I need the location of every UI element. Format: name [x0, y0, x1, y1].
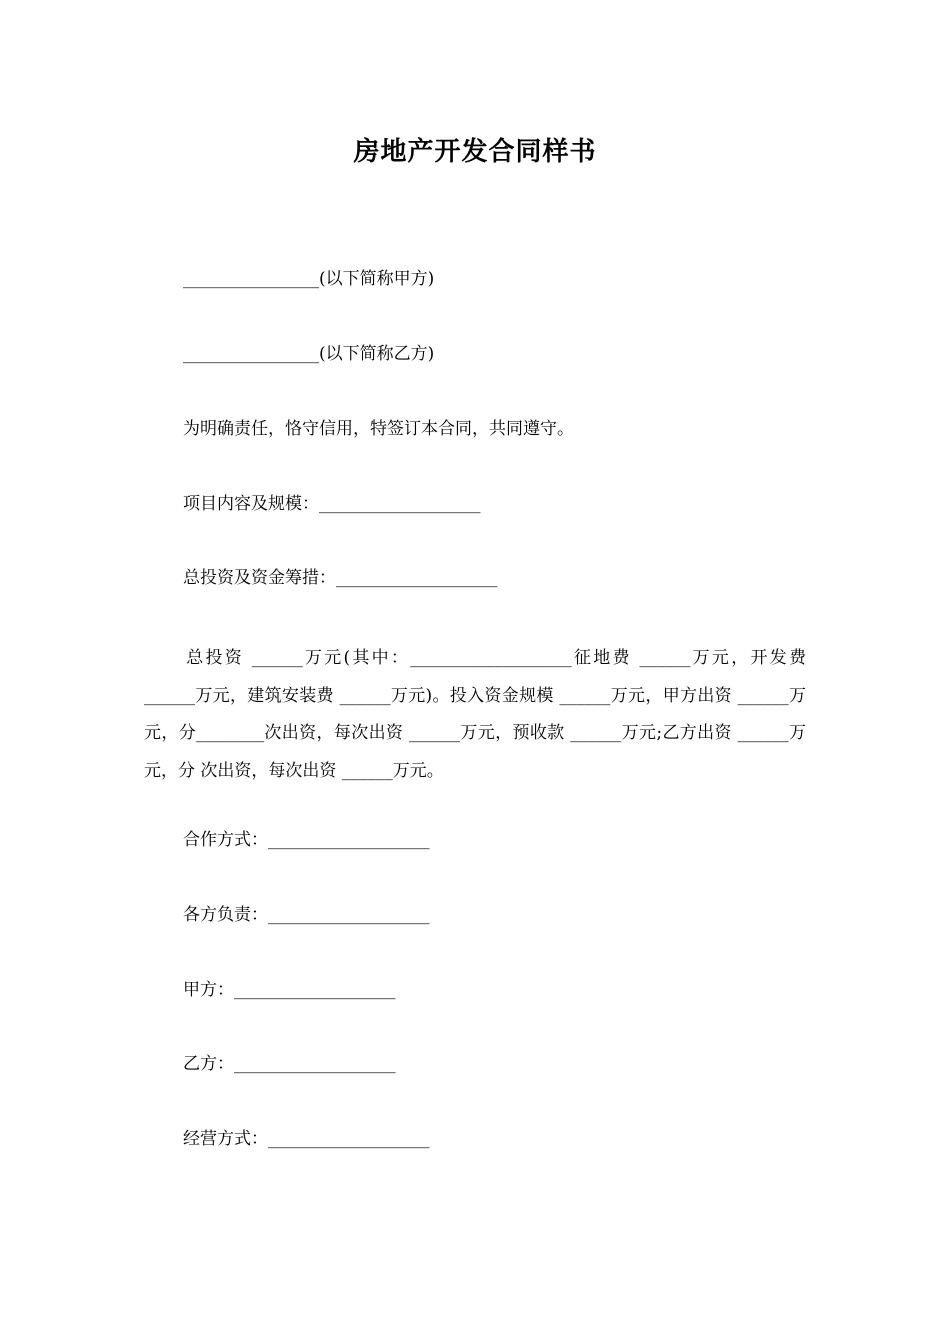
project-scope-line: 项目内容及规模：___________________ — [183, 494, 481, 514]
party-b-line: ________________(以下简称乙方) — [183, 344, 435, 364]
party-a-line: ________________(以下简称甲方) — [183, 269, 435, 289]
operation-method-line: 经营方式：___________________ — [183, 1129, 430, 1149]
document-title: 房地产开发合同样书 — [353, 137, 597, 167]
party-b-signature-line: 乙方：___________________ — [183, 1054, 396, 1074]
investment-funding-line: 总投资及资金筹措：___________________ — [183, 568, 498, 588]
responsibilities-line: 各方负责：___________________ — [183, 905, 430, 925]
investment-paragraph — [144, 640, 806, 790]
cooperation-method-line: 合作方式：___________________ — [183, 830, 430, 850]
party-a-signature-line: 甲方：___________________ — [183, 980, 396, 1000]
preamble-text: 为明确责任，恪守信用，特签订本合同，共同遵守。 — [183, 419, 574, 439]
investment-paragraph-text: 总投资 ______万元(其中：___________________征地费 ______万元，开发费 ______万元，建筑安装费 ______万元)。投入资金规模 ______万元，甲方出资 ______万元，分________次出资，每次出资 ______万元，预收款 ______万元;乙方出资 ______万元，分 次出资，每次出资 ______万元。 — [144, 648, 806, 781]
